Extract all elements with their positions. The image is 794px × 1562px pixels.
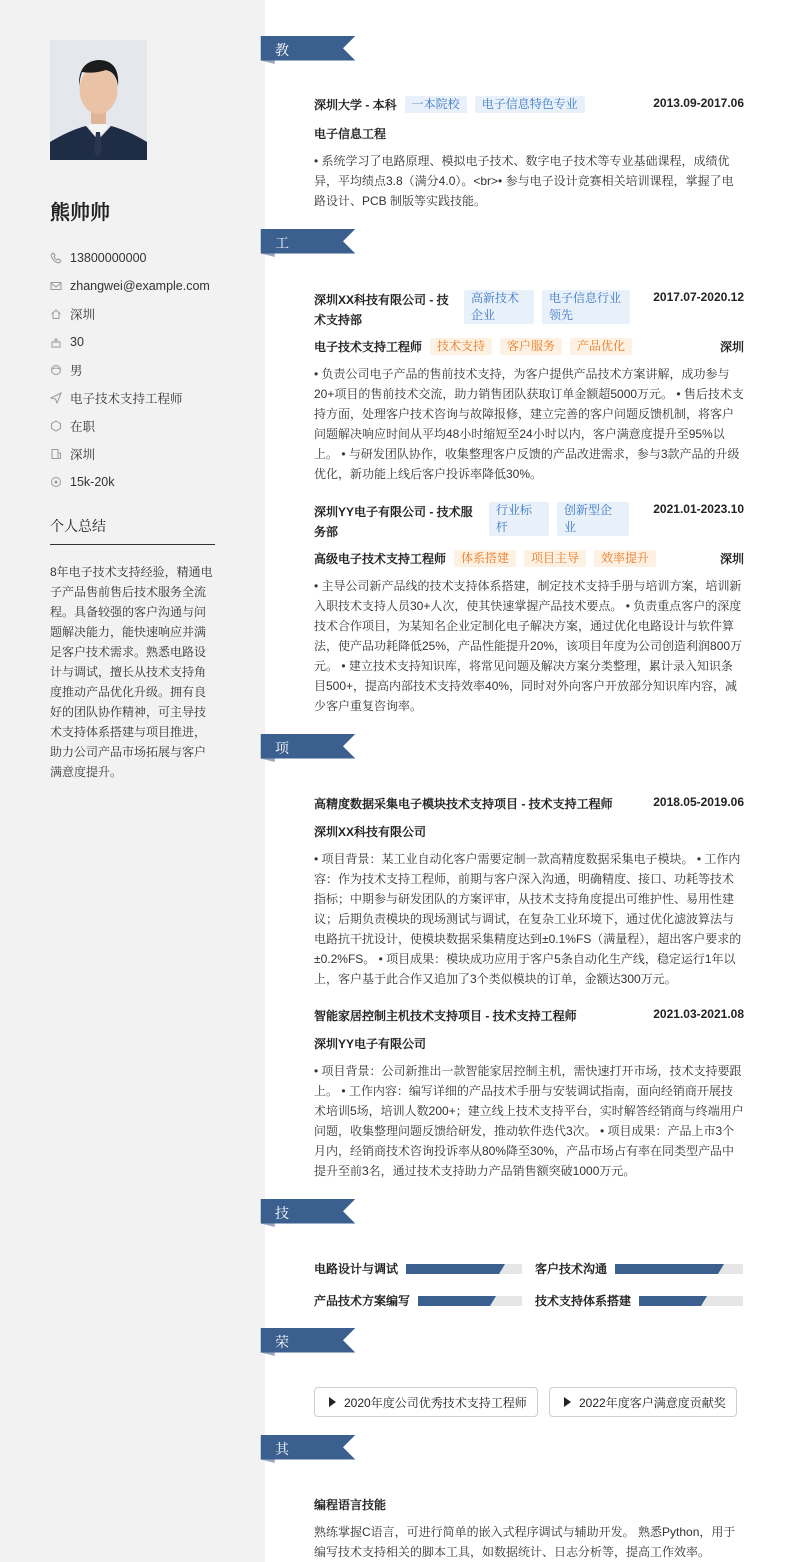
project-header xyxy=(314,1007,744,1024)
other-title-row xyxy=(314,1496,744,1513)
skill-name: 产品技术方案编写 xyxy=(314,1294,411,1308)
gender-text: 男 xyxy=(70,364,83,378)
city-item xyxy=(50,300,210,328)
contact-info xyxy=(50,244,210,496)
skill-item xyxy=(535,1260,743,1277)
person-name: 熊帅帅 xyxy=(50,202,110,224)
skill-item xyxy=(535,1292,743,1309)
gender-icon xyxy=(50,364,62,376)
section-title-projects: 项目经历 xyxy=(275,740,289,840)
project-title: 高精度数据采集电子模块技术支持项目 - 技术支持工程师 xyxy=(314,797,613,811)
education-date: 2013.09-2017.06 xyxy=(653,96,744,110)
work-role-tag: 效率提升 xyxy=(594,550,656,567)
work-company-tag: 电子信息行业领先 xyxy=(542,290,630,324)
salary-icon xyxy=(50,476,62,488)
work-date: 2021.01-2023.10 xyxy=(653,502,744,516)
work-city: 深圳 xyxy=(719,340,744,354)
skill-bar-fill xyxy=(418,1296,490,1306)
work-company-tag: 行业标杆 xyxy=(489,502,549,536)
other-desc: 熟练掌握C语言，可进行简单的嵌入式程序调试与辅助开发。 熟悉Python，用于编写技术支持相关的脚本工具，如数据统计、日志分析等，提高工作效率。 xyxy=(314,1525,736,1559)
workplace-item xyxy=(50,440,210,468)
project-desc: • 项目背景：某工业自动化客户需要定制一款高精度数据采集电子模块。 • 工作内容：作为技术支持工程师，前期与客户深入沟通，明确精度、接口、功耗等技术指标；中期参与研发团队的方案评审，从技术支持角度提出可维护性、易用性建议；后期负责模块的现场测试与调试，在复杂工业环境下，通过优化滤波算法与电路抗干扰设计，使模块数据采集精度达到±0.1%FS（满量程），超出客户要求的±0.2%FS。 • 项目成果：模块成功应用于客户5条自动化生产线，稳定运行1年以上，客户基于此合作又追加了3个类似模块的订单，金额达300万元。 xyxy=(314,852,742,986)
job-text: 电子技术支持工程师 xyxy=(70,392,183,406)
work-company: 深圳XX科技有限公司 - 技术支持部 xyxy=(314,293,449,327)
skill-bar xyxy=(615,1264,743,1274)
age-item xyxy=(50,328,210,356)
education-tag: 一本院校 xyxy=(405,96,467,113)
status-icon xyxy=(50,420,62,432)
work-role-tag: 体系搭建 xyxy=(454,550,516,567)
gender-item xyxy=(50,356,210,384)
work-role-tag: 项目主导 xyxy=(524,550,586,567)
project-date: 2021.03-2021.08 xyxy=(653,1007,744,1021)
section-title-skills: 技能专长 xyxy=(275,1205,289,1305)
work-role-tag: 技术支持 xyxy=(430,338,492,355)
education-tag: 电子信息特色专业 xyxy=(475,96,585,113)
section-title-other: 其他信息 xyxy=(275,1441,289,1541)
summary-divider xyxy=(50,544,215,545)
skill-item xyxy=(314,1292,522,1309)
salary-item xyxy=(50,468,210,496)
education-school: 深圳大学 - 本科 xyxy=(314,98,397,112)
project-company: 深圳YY电子有限公司 xyxy=(314,1037,427,1051)
play-icon xyxy=(564,1397,571,1407)
work-role: 电子技术支持工程师 xyxy=(314,340,423,354)
work-role-tag: 产品优化 xyxy=(570,338,632,355)
education-desc: • 系统学习了电路原理、模拟电子技术、数字电子技术等专业基础课程，成绩优异，平均绩点3.8（满分4.0）。<br>• 参与电子设计竞赛相关培训课程，掌握了电路设计、PCB 制版等实践技能。 xyxy=(314,154,734,208)
skill-name: 电路设计与调试 xyxy=(314,1262,399,1276)
skill-name: 客户技术沟通 xyxy=(535,1262,608,1276)
award-text: 2022年度客户满意度贡献奖 xyxy=(579,1395,726,1410)
mail-icon xyxy=(50,280,62,292)
job-item xyxy=(50,384,210,412)
city-text: 深圳 xyxy=(70,308,96,322)
work-desc: • 负责公司电子产品的售前技术支持，为客户提供产品技术方案讲解，成功参与20+项目的售前技术交流，助力销售团队获取订单金额超5000万元。 • 售后技术支持方面，处理客户技术咨询与故障报修，建立完善的客户问题反馈机制，将客户问题解决响应时间从平均48小时缩短至24小时以内，客户满意度提升至95%以上。 • 与研发团队协作，收集整理客户反馈的产品改进需求，参与3款产品的升级优化，新功能上线后客户投诉率降低30%。 xyxy=(314,367,744,481)
status-text: 在职 xyxy=(70,420,96,434)
status-item xyxy=(50,412,210,440)
work-date: 2017.07-2020.12 xyxy=(653,290,744,304)
award-item xyxy=(314,1387,538,1417)
skill-bar xyxy=(418,1296,522,1306)
education-major: 电子信息工程 xyxy=(314,127,387,141)
other-title: 编程语言技能 xyxy=(314,1498,387,1512)
project-date: 2018.05-2019.06 xyxy=(653,795,744,809)
phone-text: 13800000000 xyxy=(70,251,147,265)
award-item xyxy=(549,1387,737,1417)
workplace-text: 深圳 xyxy=(70,448,96,462)
age-icon xyxy=(50,336,62,348)
work-company: 深圳YY电子有限公司 - 技术服务部 xyxy=(314,505,473,539)
section-title-work: 工作经历 xyxy=(275,235,289,335)
work-city: 深圳 xyxy=(719,552,744,566)
education-header xyxy=(314,96,744,113)
email-item xyxy=(50,272,210,300)
project-company: 深圳XX科技有限公司 xyxy=(314,825,427,839)
project-title: 智能家居控制主机技术支持项目 - 技术支持工程师 xyxy=(314,1009,577,1023)
work-role-tag: 客户服务 xyxy=(500,338,562,355)
work-role-row xyxy=(314,550,744,567)
project-company-row xyxy=(314,823,744,840)
work-company-tag: 高新技术企业 xyxy=(464,290,534,324)
work-desc: • 主导公司新产品线的技术支持体系搭建，制定技术支持手册与培训方案，培训新入职技术支持人员30+人次，使其快速掌握产品技术要点。 • 负责重点客户的深度技术合作项目，为某知名企业定制化电子解决方案，通过优化电路设计与软件算法，使产品功耗降低25%，产品性能提升20%，该项目年度为公司创造利润800万元。 • 建立技术支持知识库，将常见问题及解决方案分类整理，累计录入知识条目500+，提高内部技术支持效率40%，同时对外向客户开放部分知识库内容，减少客户重复咨询率。 xyxy=(314,579,743,713)
skill-bar-fill xyxy=(615,1264,718,1274)
work-company-tag: 创新型企业 xyxy=(557,502,629,536)
salary-text: 15k-20k xyxy=(70,475,115,489)
email-text: zhangwei@example.com xyxy=(70,279,210,293)
skill-bar-fill xyxy=(406,1264,499,1274)
skill-bar xyxy=(406,1264,522,1274)
project-desc: • 项目背景：公司新推出一款智能家居控制主机，需快速打开市场，技术支持要跟上。 • 工作内容：编写详细的产品技术手册与安装调试指南，面向经销商开展技术培训5场，培训人数200+；建立线上技术支持平台，实时解答经销商与终端用户问题，收集整理问题反馈给研发，推动软件迭代3次。 • 项目成果：产品上市3个月内，经销商技术咨询投诉率从80%降至30%，产品市场占有率在同类型产品中提升至前3名，通过技术支持助力产品销售额突破1000万元。 xyxy=(314,1064,744,1178)
skill-item xyxy=(314,1260,522,1277)
home-icon xyxy=(50,308,62,320)
work-header xyxy=(314,502,744,542)
project-company-row xyxy=(314,1035,744,1052)
project-header xyxy=(314,795,744,812)
age-text: 30 xyxy=(70,335,84,349)
section-title-awards: 荣誉奖项 xyxy=(275,1334,289,1434)
award-text: 2020年度公司优秀技术支持工程师 xyxy=(344,1395,527,1410)
avatar xyxy=(50,40,147,160)
education-major-row xyxy=(314,125,744,142)
play-icon xyxy=(329,1397,336,1407)
skill-bar-fill xyxy=(639,1296,701,1306)
work-role-row xyxy=(314,338,744,355)
building-icon xyxy=(50,448,62,460)
send-icon xyxy=(50,392,62,404)
phone-icon xyxy=(50,252,62,264)
skill-bar xyxy=(639,1296,743,1306)
phone-item xyxy=(50,244,210,272)
skill-name: 技术支持体系搭建 xyxy=(535,1294,632,1308)
section-title-education: 教育经历 xyxy=(275,42,289,142)
summary-title: 个人总结 xyxy=(50,518,106,534)
work-role: 高级电子技术支持工程师 xyxy=(314,552,447,566)
summary-text: 8年电子技术支持经验，精通电子产品售前售后技术服务全流程。具备较强的客户沟通与问题解决能力，能快速响应并满足客户技术需求。熟悉电路设计与调试，擅长从技术支持角度推动产品优化升级。拥有良好的团队协作精神，可主导技术支持体系搭建与项目推进，助力公司产品市场拓展与客户满意度提升。 xyxy=(50,565,213,779)
work-header xyxy=(314,290,744,330)
sidebar xyxy=(0,0,265,1562)
